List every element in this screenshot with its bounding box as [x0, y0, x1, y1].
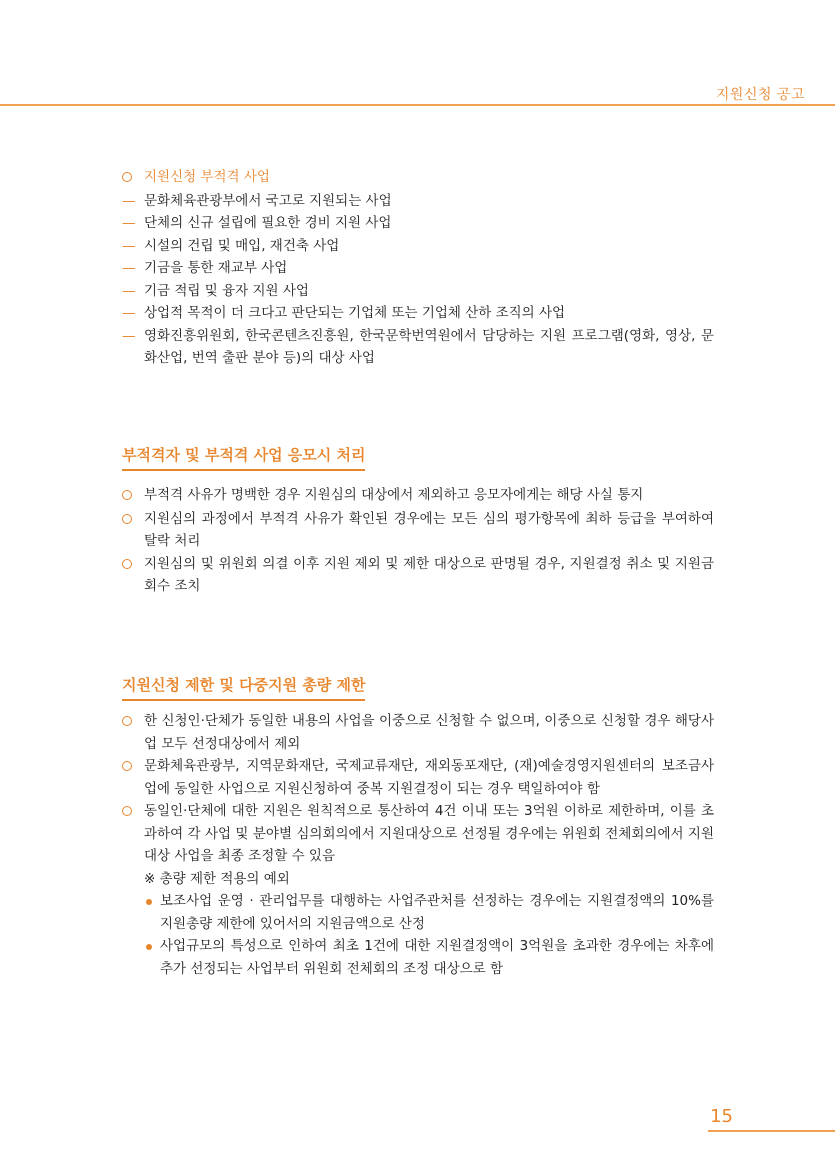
dot-bullet-icon — [146, 899, 152, 905]
header-divider — [0, 104, 835, 106]
circle-bullet-icon — [122, 514, 132, 524]
ineligible-handling-section — [122, 484, 714, 598]
dot-bullet-icon — [146, 944, 152, 950]
sub-list-item: 사업규모의 특성으로 인하여 최초 1건에 대한 지원결정액이 3억원을 초과한 경우에는 차후에 추가 선정되는 사업부터 위원회 전체회의 조정 대상으로 함 — [122, 935, 714, 980]
application-limits-section — [122, 710, 714, 980]
list-item: — 단체의 신규 설립에 필요한 경비 지원 사업 — [122, 212, 714, 235]
circle-bullet-icon — [122, 490, 132, 500]
circle-bullet-icon — [122, 172, 132, 182]
list-item: 한 신청인·단체가 동일한 내용의 사업을 이중으로 신청할 수 없으며, 이중으로 신청할 경우 해당사업 모두 선정대상에서 제외 — [122, 710, 714, 755]
circle-bullet-icon — [122, 716, 132, 726]
sub-list-item: 보조사업 운영 · 관리업무를 대행하는 사업주관처를 선정하는 경우에는 지원결정액의 10%를 지원총량 제한에 있어서의 지원금액으로 산정 — [122, 890, 714, 935]
circle-bullet-icon — [122, 559, 132, 569]
ineligible-section — [122, 166, 714, 370]
dash-bullet-icon: — — [122, 305, 136, 321]
list-item: — 기금을 통한 재교부 사업 — [122, 257, 714, 280]
section-title-application-limits: 지원신청 제한 및 다중지원 총량 제한 — [122, 674, 365, 701]
list-item: — 상업적 목적이 더 크다고 판단되는 기업체 또는 기업체 산하 조직의 사업 — [122, 302, 714, 325]
list-item: 부적격 사유가 명백한 경우 지원심의 대상에서 제외하고 응모자에게는 해당 사실 통지 — [122, 484, 714, 508]
dash-bullet-icon: — — [122, 215, 136, 231]
page-header-title: 지원신청 공고 — [715, 87, 805, 103]
dash-bullet-icon: — — [122, 237, 136, 254]
ineligible-title: 지원신청 부적격 사업 — [144, 169, 270, 185]
dash-bullet-icon: — — [122, 260, 136, 276]
list-item: 지원심의 과정에서 부적격 사유가 확인된 경우에는 모든 심의 평가항목에 최하 등급을 부여하여 탈락 처리 — [122, 508, 714, 553]
dash-bullet-icon: — — [122, 282, 136, 299]
list-item: 지원심의 및 위원회 의결 이후 지원 제외 및 제한 대상으로 판명될 경우, 지원결정 취소 및 지원금 회수 조치 — [122, 553, 714, 598]
circle-bullet-icon — [122, 806, 132, 816]
ineligible-heading — [122, 166, 714, 190]
list-item: — 문화체육관광부에서 국고로 지원되는 사업 — [122, 190, 714, 213]
list-item: 동일인·단체에 대한 지원은 원칙적으로 통산하여 4건 이내 또는 3억원 이하로 제한하며, 이를 초과하여 각 사업 및 분야별 심의회의에서 지원대상으로 선정될 경우에는 위원회 전체회의에서 지원대상 사업을 최종 조정할 수 있음 — [122, 800, 714, 868]
dash-bullet-icon: — — [122, 327, 136, 344]
section-title-ineligible-handling: 부적격자 및 부적격 사업 응모시 처리 — [122, 444, 365, 471]
circle-bullet-icon — [122, 761, 132, 771]
footer-divider — [708, 1130, 835, 1132]
list-item: 문화체육관광부, 지역문화재단, 국제교류재단, 재외동포재단, (재)예술경영지원센터의 보조금사업에 동일한 사업으로 지원신청하여 중복 지원결정이 되는 경우 택일하여야 함 — [122, 755, 714, 800]
list-item: — 기금 적립 및 융자 지원 사업 — [122, 280, 714, 303]
page-number: 15 — [710, 1106, 733, 1127]
list-item: — 영화진흥위원회, 한국콘텐츠진흥원, 한국문학번역원에서 담당하는 지원 프로그램(영화, 영상, 문화산업, 번역 출판 분야 등)의 대상 사업 — [122, 325, 714, 370]
exception-note: ※ 총량 제한 적용의 예외 — [144, 870, 290, 887]
dash-bullet-icon: — — [122, 192, 136, 209]
list-item: — 시설의 건립 및 매입, 재건축 사업 — [122, 235, 714, 258]
